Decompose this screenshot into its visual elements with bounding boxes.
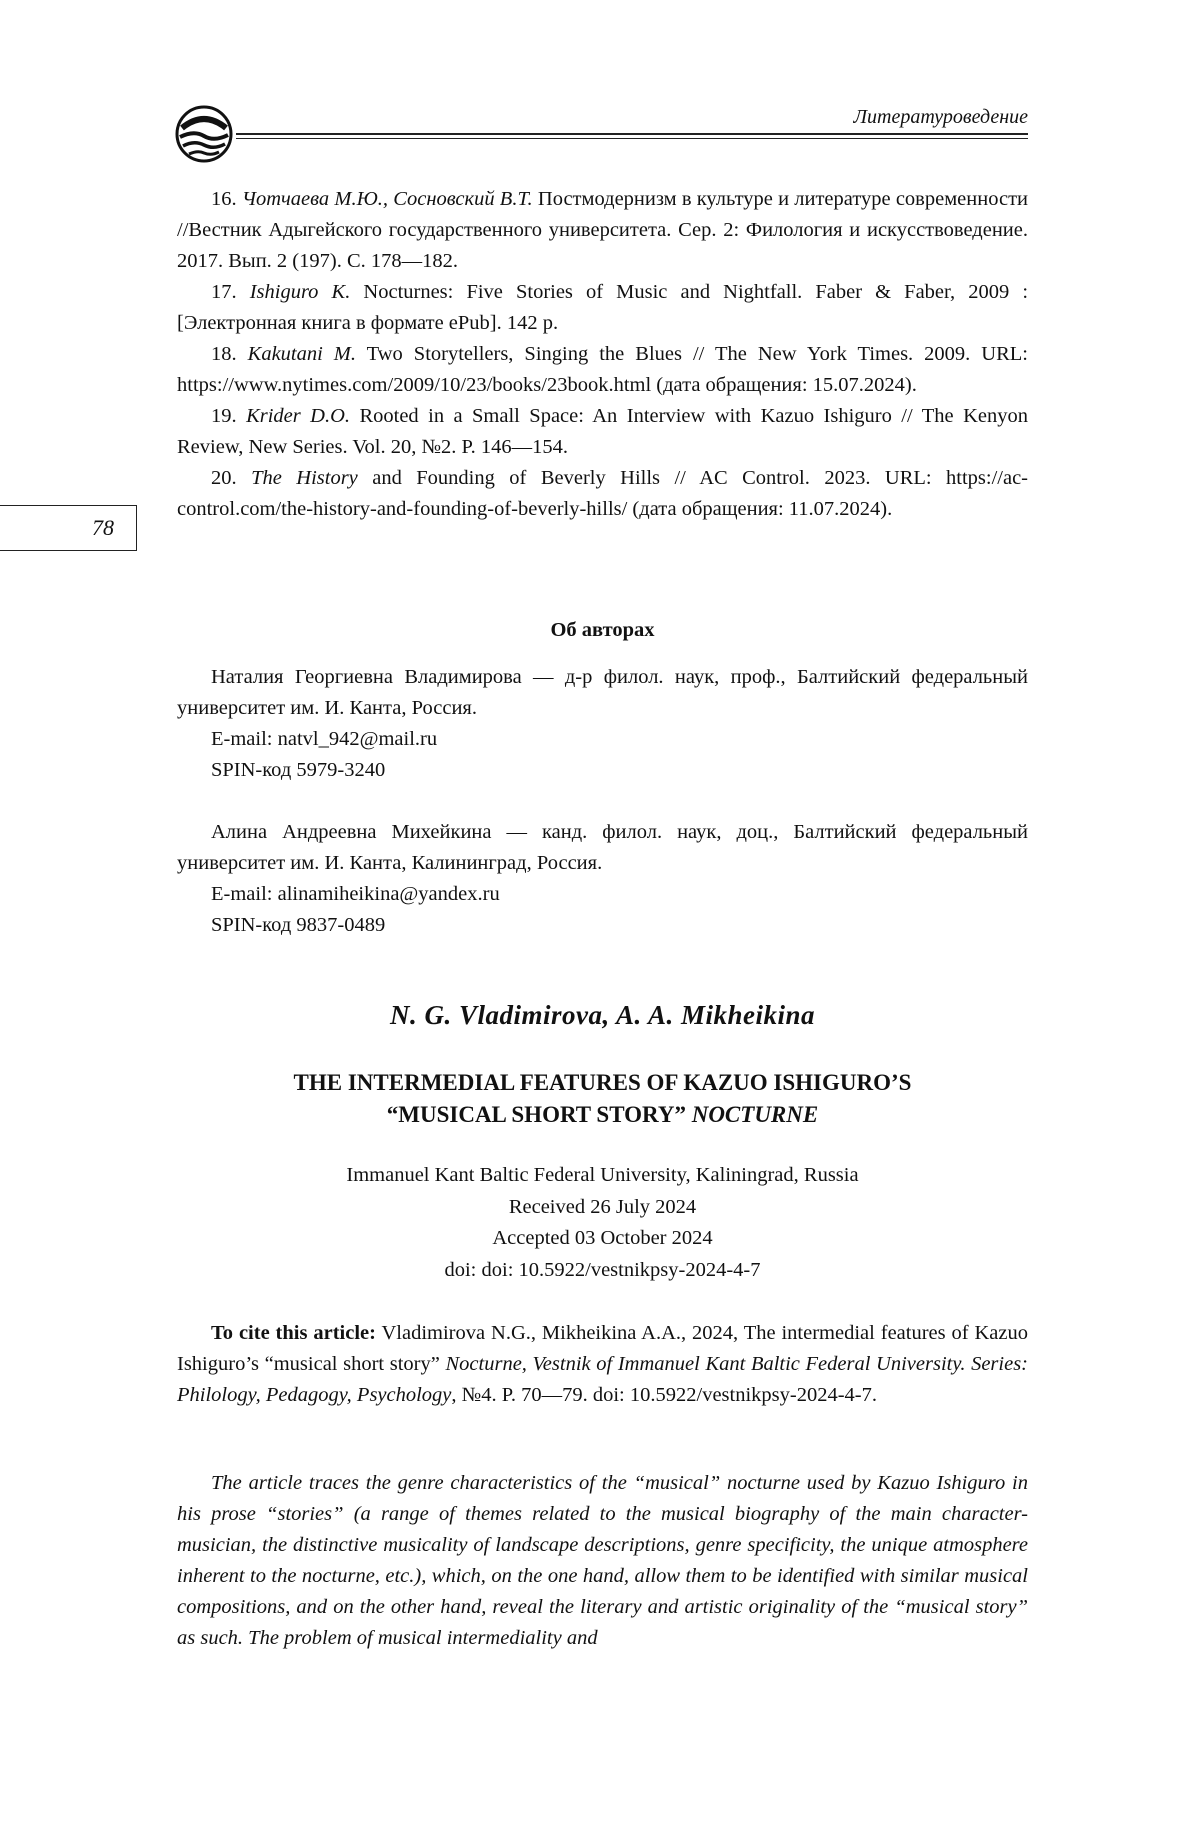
reference-author: Krider D.O. [246, 405, 351, 427]
accepted-date: Accepted 03 October 2024 [492, 1227, 713, 1249]
reference-text: Постмодернизм в культуре и литературе современности //Вестник Адыгейского государственного университета. Сер. 2: Филология и искусствоведение. 2017. Вып. 2 (197). С. 178—182. [177, 188, 1028, 272]
abstract-text: The article traces the genre characteristics of the “musical” nocturne used by Kazuo Ishiguro in his prose “stories” (a range of themes related to the musical biography of the main character-musician, the distinctive musicality of landscape descriptions, genre specificity, the unique atmosphere inherent to the nocturne, etc.), which, on the one hand, allow them to be identified with similar musical compositions, and on the other hand, reveal the literary and artistic originality of the “musical story” as such. The problem of musical intermediality and [177, 1472, 1028, 1649]
citation-part: , №4. P. 70—79. doi: 10.5922/vestnikpsy-2024-4-7. [451, 1384, 877, 1406]
english-authors: N. G. Vladimirova, A. A. Mikheikina [389, 1000, 816, 1030]
page-number-text: 78 [92, 515, 114, 540]
author-bio: Наталия Георгиевна Владимирова — д-р филол. наук, проф., Балтийский федеральный университет им. И. Канта, Россия. [177, 666, 1028, 719]
reference-item [177, 277, 1028, 339]
running-head: Литературоведение [853, 106, 1028, 128]
reference-author: Ishiguro K. [249, 281, 351, 303]
reference-text: Nocturnes: Five Stories of Music and Nightfall. Faber & Faber, 2009 : [Электронная книга в формате ePub]. 142 p. [177, 281, 1029, 334]
about-authors [177, 662, 1028, 941]
article-meta [177, 1160, 1028, 1286]
author-bio: Алина Андреевна Михейкина — канд. филол. наук, доц., Балтийский федеральный университет им. И. Канта, Калининград, Россия. [177, 821, 1028, 874]
received-date: Received 26 July 2024 [508, 1195, 697, 1218]
reference-item [177, 339, 1028, 401]
reference-number: 17. [211, 281, 237, 303]
reference-list [177, 184, 1028, 525]
author-spin: SPIN-код 9837-0489 [211, 914, 386, 936]
reference-number: 20. [211, 467, 237, 489]
citation-text [177, 1318, 1028, 1411]
reference-author: The History [251, 467, 358, 489]
abstract [177, 1468, 1028, 1654]
citation [177, 1318, 1028, 1411]
spacer [177, 786, 1028, 817]
reference-item [177, 463, 1028, 525]
reference-number: 18. [211, 343, 237, 365]
reference-text: and Founding of Beverly Hills // AC Control. 2023. URL: https://ac-control.com/the-history-and-founding-of-beverly-hills/ (дата обращения: 11.07.2024). [177, 467, 1029, 520]
header-rule [236, 133, 1028, 135]
header-rule-thin [236, 138, 1028, 139]
english-title [177, 1067, 1028, 1131]
doi: doi: doi: 10.5922/vestnikpsy-2024-4-7 [444, 1258, 761, 1281]
reference-item [177, 401, 1028, 463]
title-line-2 [177, 1099, 1028, 1131]
author-spin: SPIN-код 5979-3240 [211, 759, 386, 781]
citation-part: Vladimirova N.G., Mikheikina A.A., 2024, The intermedial features of Kazuo Ishiguro’s “musical short story” [177, 1322, 1028, 1375]
citation-label: To cite this article: [211, 1322, 376, 1344]
title-line-1: THE INTERMEDIAL FEATURES OF KAZUO ISHIGURO’S [293, 1070, 912, 1095]
reference-number: 16. [211, 188, 237, 210]
citation-italic: Nocturne, Vestnik of Immanuel Kant Baltic Federal University. Series: Philology, Pedagogy, Psychology [177, 1353, 1028, 1406]
reference-text: Two Storytellers, Singing the Blues // The New York Times. 2009. URL: https://www.nytimes.com/2009/10/23/books/23book.html (дата обращения: 15.07.2024). [177, 343, 1028, 396]
reference-item [177, 184, 1028, 277]
affiliation: Immanuel Kant Baltic Federal University, Kaliningrad, Russia [346, 1164, 859, 1186]
reference-author: Чотчаева М.Ю., Сосновский В.Т. [241, 188, 533, 210]
journal-wave-logo-icon [174, 104, 234, 164]
reference-author: Kakutani M. [247, 343, 357, 365]
author-email: E-mail: natvl_942@mail.ru [211, 728, 438, 750]
author-email: E-mail: alinamiheikina@yandex.ru [211, 883, 500, 905]
reference-text: Rooted in a Small Space: An Interview with Kazuo Ishiguro // The Kenyon Review, New Series. Vol. 20, №2. P. 146—154. [177, 405, 1028, 458]
page-number [0, 505, 137, 551]
title-line-2-italic: NOCTURNE [691, 1102, 819, 1127]
title-line-2-plain: “MUSICAL SHORT STORY” [386, 1102, 686, 1127]
about-authors-heading: Об авторах [550, 619, 655, 641]
reference-number: 19. [211, 405, 237, 427]
